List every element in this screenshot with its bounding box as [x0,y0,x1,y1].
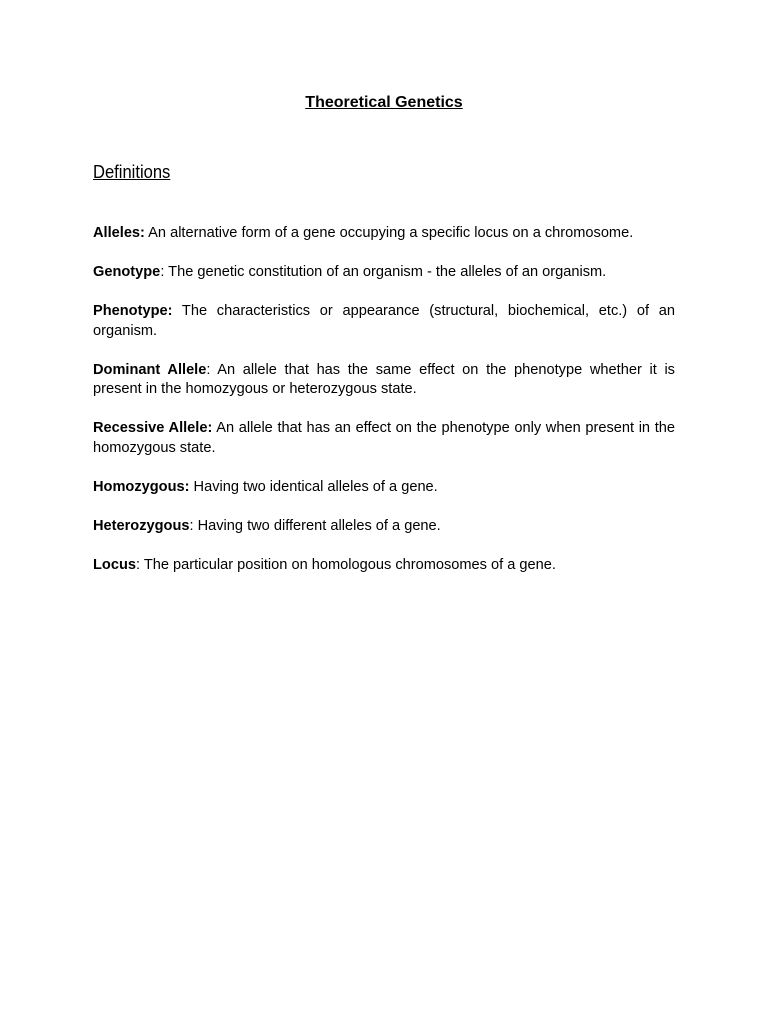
definition-item-genotype [93,263,675,283]
definition-text: : An allele that has the same effect on the phenotype whether it is present in the homozygous or heterozygous state. [93,361,675,397]
definition-item-homozygous [93,478,675,498]
definition-term: Recessive Allele: [93,420,213,436]
definition-term: Locus [93,556,136,573]
definition-term: Phenotype: [93,303,173,319]
definition-item-heterozygous [93,517,675,537]
definition-text: The characteristics or appearance (structural, biochemical, etc.) of an organism. [93,303,675,339]
definition-text: : Having two different alleles of a gene. [189,517,441,534]
definition-term: Homozygous: [93,478,190,495]
definition-term: Dominant Allele [93,361,207,378]
definition-text: : The genetic constitution of an organism - the alleles of an organism. [160,264,607,280]
definition-item-alleles [93,224,675,244]
definition-text: Having two identical alleles of a gene. [189,478,438,495]
definition-item-phenotype [93,302,675,341]
definition-item-dominant-allele [93,361,675,400]
definitions-list [93,224,675,595]
definition-item-recessive-allele [93,419,675,458]
definition-text: : The particular position on homologous chromosomes of a gene. [135,556,556,573]
definition-term: Genotype [93,264,161,280]
section-heading-definitions: Definitions [93,162,171,182]
document-title: Theoretical Genetics [305,94,463,111]
definition-item-locus [93,556,675,576]
definition-text: An allele that has an effect on the phenotype only when present in the homozygous state. [93,420,676,456]
definition-term: Alleles: [93,225,145,241]
definition-term: Heterozygous [93,517,190,534]
definition-text: An alternative form of a gene occupying a specific locus on a chromosome. [144,225,634,241]
